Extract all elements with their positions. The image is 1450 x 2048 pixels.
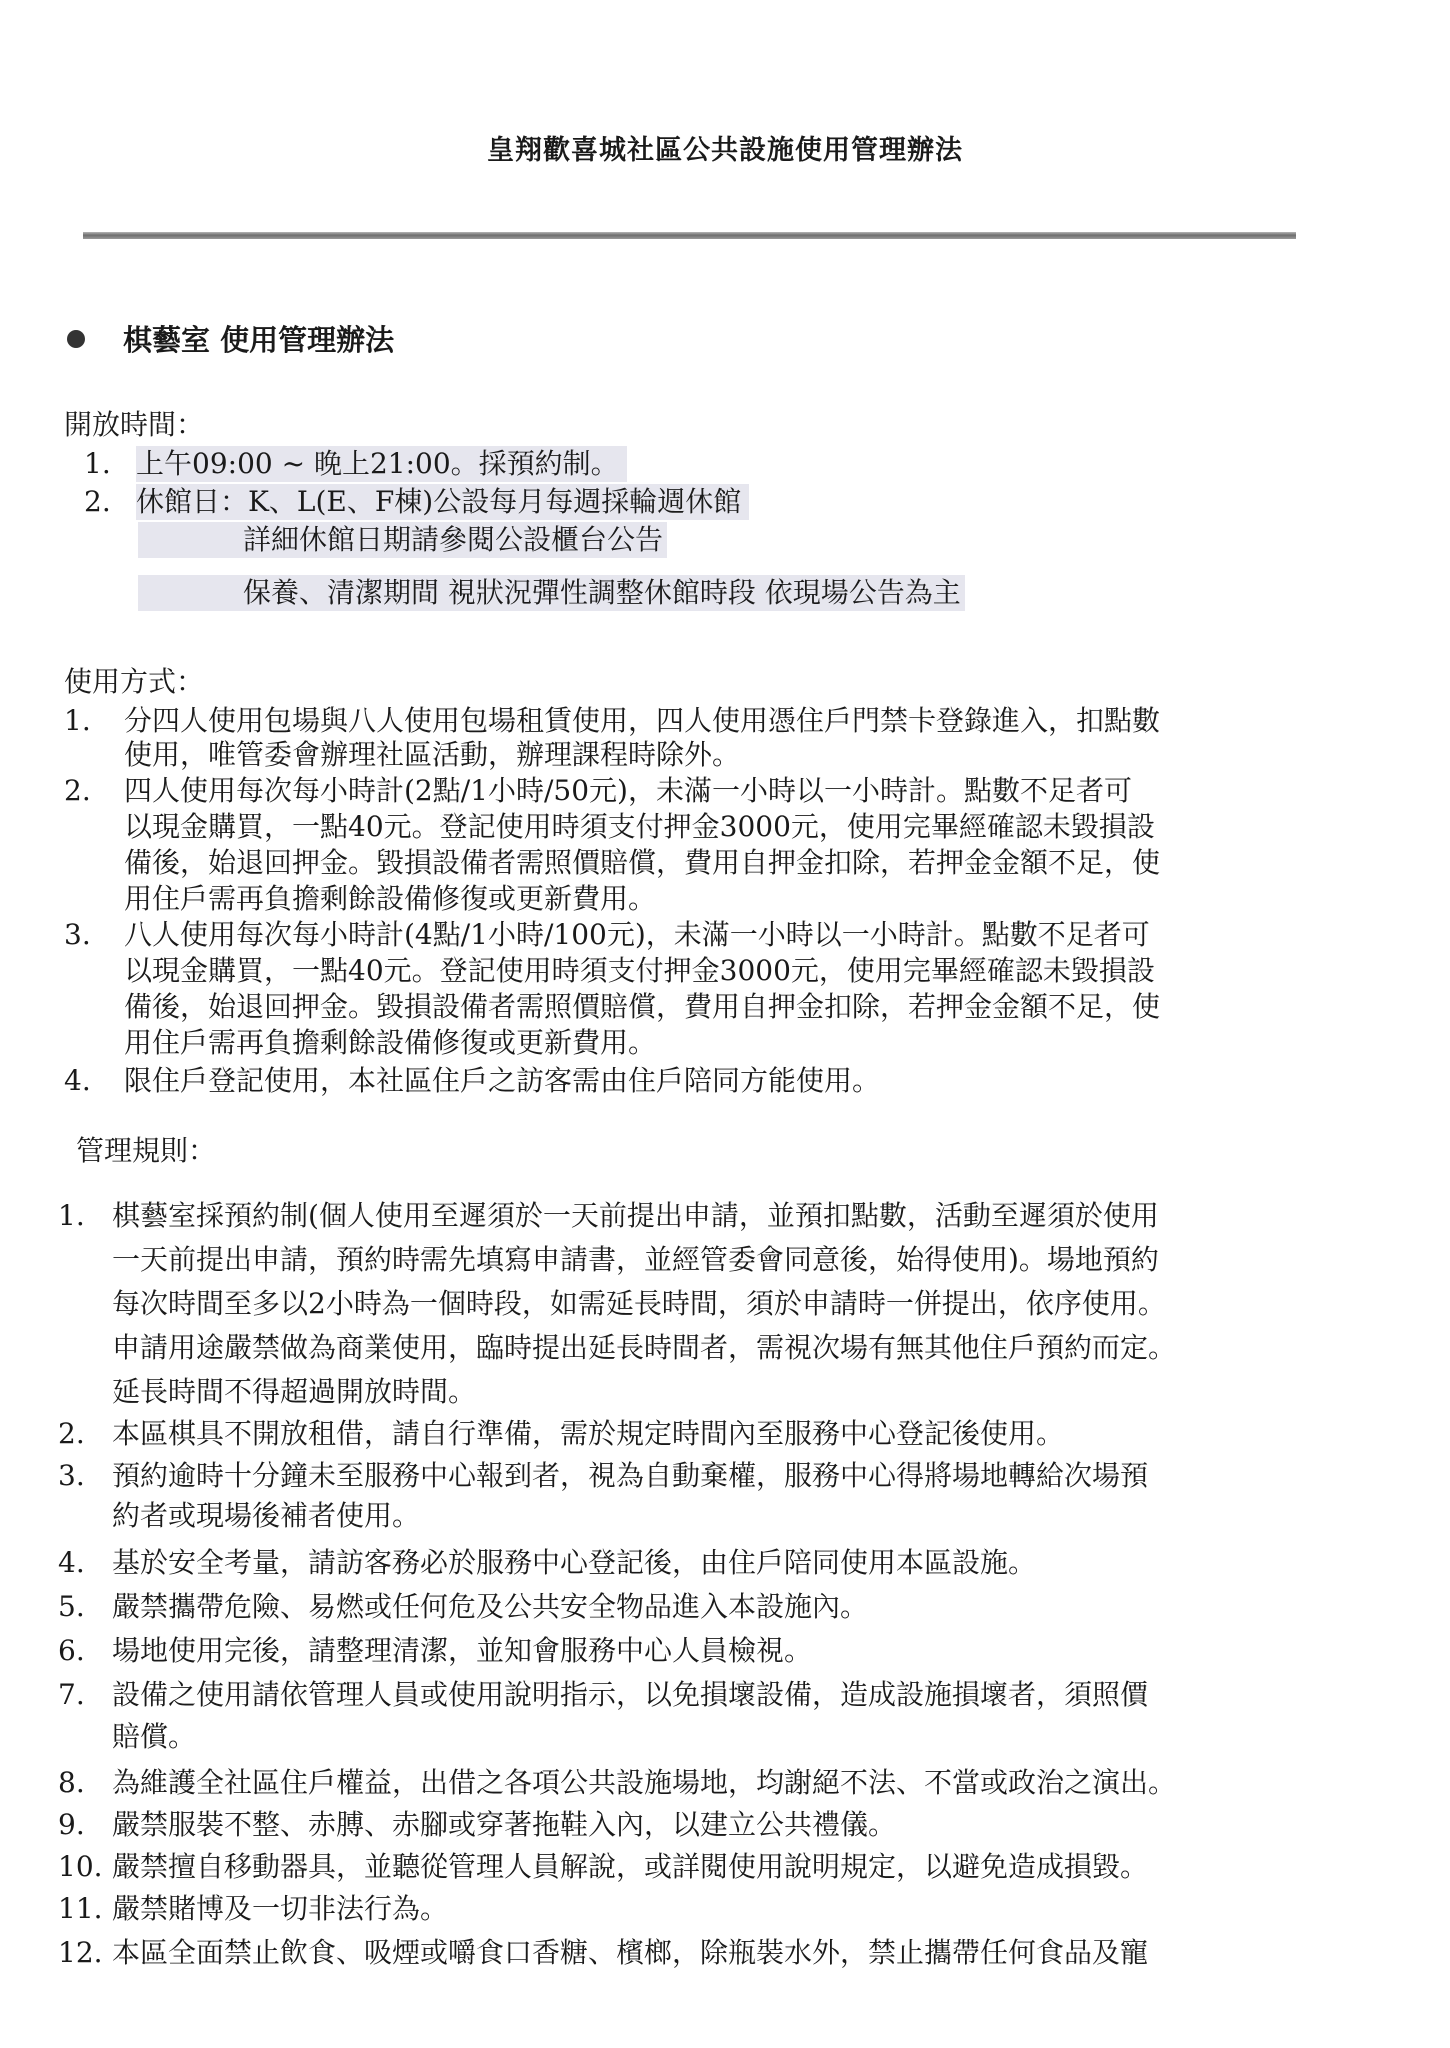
usage-item-2-num: 2. bbox=[64, 774, 91, 807]
usage-item-2-line-2: 以現金購買，一點40元。登記使用時須支付押金3000元，使用完畢經確認未毀損設 bbox=[124, 810, 1155, 843]
rule-8-line-1: 為維護全社區住戶權益，出借之各項公共設施場地，均謝絕不法、不當或政治之演出。 bbox=[112, 1766, 1177, 1799]
rule-4-line-1: 基於安全考量，請訪客務必於服務中心登記後，由住戶陪同使用本區設施。 bbox=[112, 1546, 1037, 1579]
rule-11-num: 11. bbox=[58, 1892, 103, 1925]
rule-2-num: 2. bbox=[58, 1417, 85, 1450]
title-divider bbox=[83, 232, 1296, 239]
usage-item-1-line-1: 分四人使用包場與八人使用包場租賃使用，四人使用憑住戶門禁卡登錄進入，扣點數 bbox=[124, 704, 1161, 737]
usage-item-3-line-4: 用住戶需再負擔剩餘設備修復或更新費用。 bbox=[124, 1026, 657, 1059]
rule-1-line-4: 申請用途嚴禁做為商業使用，臨時提出延長時間者，需視次場有無其他住戶預約而定。 bbox=[112, 1331, 1177, 1364]
rule-3-line-1: 預約逾時十分鐘未至服務中心報到者，視為自動棄權，服務中心得將場地轉給次場預 bbox=[112, 1459, 1149, 1492]
rule-1-line-5: 延長時間不得超過開放時間。 bbox=[112, 1375, 477, 1408]
open-hours-item-2-line-2: 詳細休館日期請參閱公設櫃台公告 bbox=[138, 522, 667, 558]
rule-7-line-2: 賠償。 bbox=[112, 1720, 197, 1753]
rule-6-line-1: 場地使用完後，請整理清潔，並知會服務中心人員檢視。 bbox=[112, 1634, 813, 1667]
item-number: 1. bbox=[84, 447, 111, 480]
rule-8-num: 8. bbox=[58, 1766, 85, 1799]
rule-4-num: 4. bbox=[58, 1546, 85, 1579]
item-line: 上午09:00 ~ 晚上21:00。採預約制。 bbox=[136, 446, 627, 482]
section-heading-text: 棋藝室 使用管理辦法 bbox=[123, 323, 395, 357]
usage-item-3-line-1: 八人使用每次每小時計(4點/1小時/100元)，未滿一小時以一小時計。點數不足者可 bbox=[124, 918, 1150, 951]
rule-1-num: 1. bbox=[58, 1199, 85, 1232]
rule-2-line-1: 本區棋具不開放租借，請自行準備，需於規定時間內至服務中心登記後使用。 bbox=[112, 1417, 1065, 1450]
rule-3-num: 3. bbox=[58, 1459, 85, 1492]
rule-3-line-2: 約者或現場後補者使用。 bbox=[112, 1499, 421, 1532]
document-title: 皇翔歡喜城社區公共設施使用管理辦法 bbox=[487, 135, 963, 166]
rule-1-line-2: 一天前提出申請，預約時需先填寫申請書，並經管委會同意後，始得使用)。場地預約 bbox=[112, 1243, 1159, 1276]
usage-item-4-line-1: 限住戶登記使用，本社區住戶之訪客需由住戶陪同方能使用。 bbox=[124, 1064, 881, 1097]
item-number: 2. bbox=[84, 485, 111, 518]
usage-item-1-line-2: 使用，唯管委會辦理社區活動，辦理課程時除外。 bbox=[124, 738, 741, 771]
usage-item-3-num: 3. bbox=[64, 918, 91, 951]
rule-5-line-1: 嚴禁攜帶危險、易燃或任何危及公共安全物品進入本設施內。 bbox=[112, 1590, 869, 1623]
open-hours-item-2 bbox=[84, 484, 742, 520]
rule-12-num: 12. bbox=[58, 1936, 103, 1969]
usage-item-2-line-1: 四人使用每次每小時計(2點/1小時/50元)，未滿一小時以一小時計。點數不足者可 bbox=[124, 774, 1132, 807]
rule-9-line-1: 嚴禁服裝不整、赤膊、赤腳或穿著拖鞋入內，以建立公共禮儀。 bbox=[112, 1808, 897, 1841]
rule-5-num: 5. bbox=[58, 1590, 85, 1623]
rule-1-line-3: 每次時間至多以2小時為一個時段，如需延長時間，須於申請時一併提出，依序使用。 bbox=[112, 1287, 1166, 1320]
usage-item-2-line-3: 備後，始退回押金。毀損設備者需照價賠償，費用自押金扣除，若押金金額不足，使 bbox=[124, 846, 1161, 879]
item-line: 休館日：K、L(E、F棟)公設每月每週採輪週休館 bbox=[136, 484, 749, 520]
open-hours-label: 開放時間： bbox=[64, 408, 205, 441]
usage-item-3-line-2: 以現金購買，一點40元。登記使用時須支付押金3000元，使用完畢經確認未毀損設 bbox=[124, 954, 1155, 987]
rule-1-line-1: 棋藝室採預約制(個人使用至遲須於一天前提出申請，並預扣點數，活動至遲須於使用 bbox=[112, 1199, 1159, 1232]
bullet-icon bbox=[67, 330, 85, 348]
usage-item-3-line-3: 備後，始退回押金。毀損設備者需照價賠償，費用自押金扣除，若押金金額不足，使 bbox=[124, 990, 1161, 1023]
rule-11-line-1: 嚴禁賭博及一切非法行為。 bbox=[112, 1892, 449, 1925]
open-hours-item-1 bbox=[84, 446, 619, 482]
rule-10-num: 10. bbox=[58, 1850, 103, 1883]
rule-7-num: 7. bbox=[58, 1678, 85, 1711]
section-heading bbox=[67, 318, 394, 359]
usage-item-2-line-4: 用住戶需再負擔剩餘設備修復或更新費用。 bbox=[124, 882, 657, 915]
rule-6-num: 6. bbox=[58, 1634, 85, 1667]
rule-7-line-1: 設備之使用請依管理人員或使用說明指示，以免損壞設備，造成設施損壞者，須照價 bbox=[112, 1678, 1149, 1711]
usage-label: 使用方式： bbox=[64, 665, 205, 698]
rule-10-line-1: 嚴禁擅自移動器具，並聽從管理人員解說，或詳閱使用說明規定，以避免造成損毀。 bbox=[112, 1850, 1149, 1883]
usage-item-4-num: 4. bbox=[64, 1064, 91, 1097]
rule-9-num: 9. bbox=[58, 1808, 85, 1841]
rules-label: 管理規則： bbox=[76, 1134, 217, 1167]
rule-12-line-1: 本區全面禁止飲食、吸煙或嚼食口香糖、檳榔，除瓶裝水外，禁止攜帶任何食品及寵 bbox=[112, 1936, 1149, 1969]
usage-item-1-num: 1. bbox=[64, 704, 91, 737]
open-hours-item-2-line-3: 保養、清潔期間 視狀況彈性調整休館時段 依現場公告為主 bbox=[138, 575, 965, 611]
